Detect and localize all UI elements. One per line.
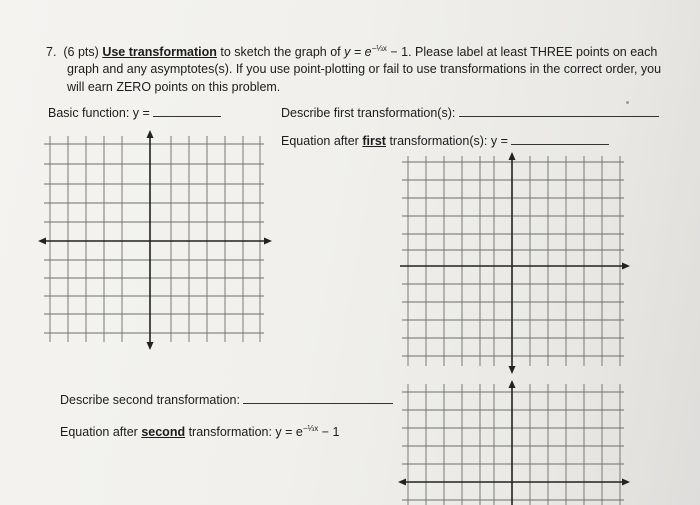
instruction-emphasis: Use transformation <box>102 45 217 60</box>
problem-line-2: graph and any asymptotes(s). If you use point-plotting or fail to use transformations in the correct order, you <box>67 62 662 76</box>
grid-lines <box>402 156 624 366</box>
y-axis <box>147 130 154 350</box>
first-describe-blank[interactable] <box>459 115 659 117</box>
problem-points: (6 pts) <box>63 45 99 60</box>
y-axis <box>509 152 516 374</box>
problem-number: 7. <box>46 45 57 60</box>
problem-line-3: will earn ZERO points on this problem. <box>67 80 281 94</box>
x-axis <box>400 263 630 270</box>
graph-grid-basic[interactable] <box>36 130 276 350</box>
x-axis <box>38 238 272 245</box>
second-describe-blank[interactable] <box>243 402 393 404</box>
basic-function-blank[interactable] <box>153 115 221 117</box>
second-transformation-describe: Describe second transformation: <box>60 393 393 407</box>
grid-lines <box>44 136 264 342</box>
first-equation-blank[interactable] <box>511 143 609 145</box>
paper-speck <box>626 101 629 104</box>
first-transformation-describe: Describe first transformation(s): <box>281 106 659 120</box>
graph-grid-first[interactable] <box>394 150 632 376</box>
problem-line-1: 7. (6 pts) Use transformation to sketch the graph of $y = e^{-\frac{1}{3}x} - 1$. Please label at least THREE points on each <box>46 44 658 60</box>
y-axis <box>509 380 516 505</box>
first-transformation-equation: Equation after first transformation(s): y = <box>281 134 609 148</box>
basic-function-label: Basic function: y = <box>48 106 221 120</box>
target-equation: $y = e^{-\frac{1}{3}x}$ <box>344 44 387 60</box>
x-axis <box>398 479 630 486</box>
graph-grid-second[interactable] <box>394 378 632 505</box>
second-transformation-equation: Equation after second transformation: $y = e^{-\frac{1}{3}x} - 1$ <box>60 424 340 440</box>
grid-lines <box>402 384 624 505</box>
